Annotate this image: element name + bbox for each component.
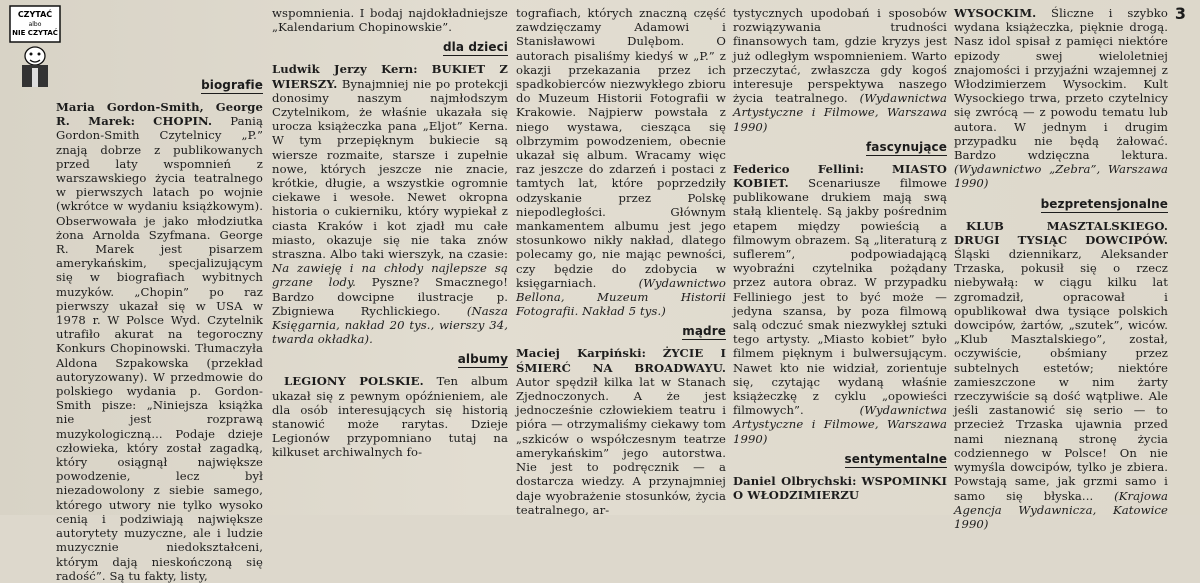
column-1 [56,72,263,583]
section-madre: mądre [682,324,726,339]
article-title: LEGIONY POLSKIE. [284,374,424,389]
czytac-albo-nie-czytac-logo [8,4,62,90]
article-source: (Wydawnictwa Artystyczne i Filmowe, Warszawa 1990) [733,403,947,446]
article-body: Ten album ukazał się z pewnym opóźnieniem, ale dla osób interesujących się historią stanowić może rarytas. Dzieje Legionów przypomniano tutaj na kilkuset archiwalnych fo- [272,374,508,460]
article-broadway [516,346,726,516]
article-body: Panią Gordon-Smith Czytelnicy „P.” znają dobrze z publikowanych przed laty wspomnień z warszawskiego życia teatralnego w pierwszych latach po wojnie (wkrótce w wydaniu książkowym). Obserwowała je jako młodziutka żona Arnolda Szyfmana. George R. Marek jest pisarzem amerykańskim, specjalizującym się w biografiach wybitnych muzyków. „Chopin” po raz pierwszy ukazał się w USA w 1978 r. W Polsce Wyd. Czytelnik utrafiło akurat na tegoroczny Konkurs Chopinowski. Tłumaczyła Aldona Szpakowska (przekład autoryzowany). W przedmowie do polskiego wydania p. Gordon-Smith pisze: „Niniejsza książka nie jest rozprawą muzykologiczną... Podaje dzieje człowieka, który został zagadką, który osiągnął największe powodzenie, lecz był niezadowolony z siebie samego, którego utwory nie tylko wysoko cenią i podziwiają największe autorytety muzyczne, ale i ludzie muzycznie niedokształceni, którym dają nieskończoną się radość”. Są tu fakty, listy, [56,114,263,583]
article-bukiet [272,62,508,346]
article-source: (Krajowa Agencja Wydawnicza, Katowice 1990) [954,488,1168,531]
article-author: Maciej Karpiński: [516,346,647,361]
article-author: Federico Fellini: [733,161,865,176]
article-body: Śląski dziennikarz, Aleksander Trzaska, pokusił się o rzecz niebywałą: w ciągu kilku lat zgromadził, opracował i opublikował dwa tysiące polskich dowcipów, żartów, „szutek”, wiców. „Klub Masztalskiego”, został, oczywiście, obśmiany przez subtelnych estetów; niektóre zamieszczone w nim żarty rzeczywiście są dość wątpliwe. Ale jeśli zastanowić się serio — to przecież Trzaska ujawnia przed nami nieznaną stronę życia codziennego w Polsce! On nie wymyśla dowcipów, tylko je zbiera. Powstają same, jak grzmi samo i samo się błyska... [954,247,1168,503]
section-fascynujace: fascynujące [865,139,947,154]
article-continuation: wspomnienia. I bodaj najdokładniejsze „Kalendarium Chopinowskie”. [272,6,508,35]
article-source: (Nasza Księgarnia, nakład 20 tys., wierszy 34, twarda okładka). [272,303,508,347]
page-number: 3 [1174,4,1186,23]
article-wspominki [733,474,947,502]
article-author: Ludwik Jerzy Kern: [272,62,418,77]
article-miasto-kobiet [733,162,947,446]
article-source: (Wydawnictwa Artystyczne i Filmowe, Warszawa 1990) [733,91,947,134]
article-body-2: Pyszne? Smacznego! Bardzo dowcipne ilustracje p. Zbigniewa Rychlickiego. [272,275,508,318]
article-legiony [272,374,508,459]
article-chopin [56,100,263,583]
column-5 [954,6,1168,531]
article-body: Bynajmniej nie po protekcji donosimy naszym najmłodszym Czytelnikom, że właśnie ukazała się urocza książeczka pana „Eljot” Kerna. W tym przepięknym bukiecie są wiersze rozmaite, starsze i zupełnie nowe, których jeszcze nie znacie, krótkie, długie, a wszystkie ogromnie ciekawe i wesołe. Newet okropna historia o cukierniku, który wypiekał z ciasta Kraków i kot zjadł mu całe miasto, okazuje się nie taka znów straszna. Albo taki wierszyk, na czasie: [272,76,508,262]
article-author: Daniel Olbrychski: [733,473,857,488]
article-title: MIASTO KOBIET. [733,161,947,191]
article-broadway-cont [733,6,947,134]
article-title: WSPOMINKI O WŁODZIMIERZU [733,473,947,503]
svg-text:CZYTAĆ: CZYTAĆ [17,10,53,19]
article-body: tografiach, których znaczną część zawdzięczamy Adamowi i Stanisławowi Dulębom. O autorach pisaliśmy kiedyś w „P.” z okazji przekazania przez ich spadkobierców niezwykłego zbioru do Muzeum Historii Fotografii w Krakowie. Najpierw powstała z niego wystawa, ciesząca się olbrzymim powodzeniem, obecnie ukazał się album. Wracamy więc raz jeszcze do zdarzeń i postaci z tamtych lat, które poprzedziły odzyskanie przez Polskę niepodległości. Głównym mankamentem albumu jest jego stosunkowo nikły nakład, dlatego polecamy go, nie mając pewności, czy będzie do zdobycia w księgarniach. [516,6,726,290]
section-dla-dzieci: dla dzieci [442,40,508,55]
article-body: Autor spędził kilka lat w Stanach Zjednoczonych. A że jest jednocześnie człowiekiem teatru i pióra — otrzymaliśmy ciekawy tom „szkiców o współczesnym teatrze amerykańskim” jego autorstwa. Nie jest to podręcznik — a dostarcza wiedzy. A przynajmniej daje wyobrażenie stosunków, życia teatralnego, ar- [516,374,726,517]
section-sentymentalne: sentymentalne [844,451,947,466]
article-title: BUKIET Z WIERSZY. [272,62,508,91]
column-2 [272,6,508,515]
article-title: CHOPIN. [153,114,213,129]
article-title: KLUB MASZTALSKIEGO. DRUGI TYSIĄC DOWCIPÓW. [954,218,1168,247]
article-quote: Na zawieję i na chłody najlepsze są grzane lody. [272,261,508,290]
section-albumy: albumy [457,352,508,367]
article-body: Scenariusze filmowe publikowane drukiem mają swą stałą klientelę. Są jakby pośrednim etapem między powieścią a filmowym obrazem. Są „literaturą z suflerem”, podpowiadającą wyobraźni czytelnika pożądany przez autora obraz. W przypadku Felliniego jest to być może — jedyna szansa, by poza filmową salą odczuć smak niezwykłej sztuki tego artysty. „Miasto kobiet” było filmem pięknym i bulwersującym. Nawet kto nie widział, zorientuje się, czytając wydaną właśnie książeczkę z cyklu „opowieści filmowych”. [733,176,947,418]
article-wspominki-cont [954,6,1168,191]
svg-text:NIE CZYTAĆ: NIE CZYTAĆ [12,29,58,37]
column-4 [733,6,947,515]
article-title: WYSOCKIM. [954,6,1037,20]
svg-text:albo: albo [28,21,42,28]
article-source: (Wydawnictwo Bellona, Muzeum Historii Fotografii. Nakład 5 tys.) [516,275,726,319]
section-bezpretensjonalne: bezpretensjonalne [1040,196,1168,211]
article-source: (Wydawnictwo „Zebra”, Warszawa 1990) [954,162,1168,191]
article-masztalski [954,219,1168,531]
article-legiony-cont [516,6,726,318]
article-body: Śliczne i szybko wydana książeczka, pięknie drogą. Nasz idol spisał z pamięci niektóre epizody swej wieloletniej znajomości i przyjaźni wzajemnej z Włodzimierzem Wysockim. Kult Wysockiego trwa, przeto czytelnicy się zwrócą — z powodu tematu lub autora. W jednym i drugim przypadku nie będą żałować. Bardzo wdzięczna lektura. [954,6,1168,163]
article-author: Maria Gordon-Smith, George R. Marek: [56,100,263,129]
article-body: tystycznych upodobań i sposobów rozwiązywania trudności finansowych tam, gdzie kryzys jest już odległym wspomnieniem. Warto przeczytać, zwłaszcza gdy kogoś interesuje perspektywa naszego życia teatralnego. [733,6,947,106]
column-3 [516,6,726,515]
section-biografie: biografie [201,78,263,92]
article-title: ŻYCIE I ŚMIERĆ NA BROADWAYU. [516,346,727,375]
